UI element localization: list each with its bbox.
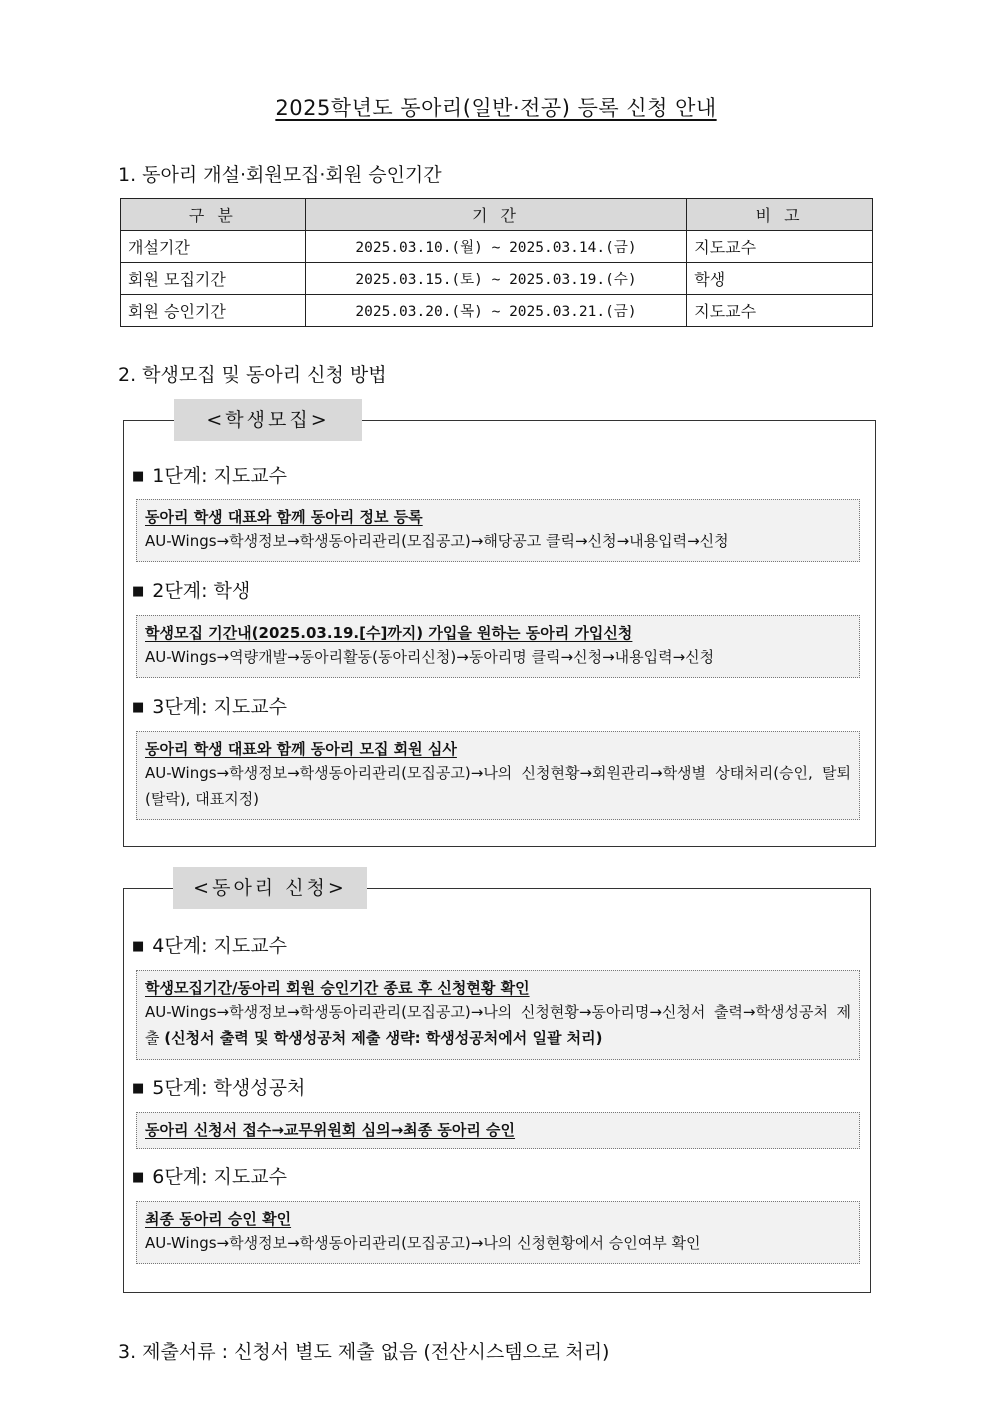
step-4-label: ■ 4단계: 지도교수	[132, 935, 287, 957]
step-6-head: 최종 동아리 승인 확인	[145, 1210, 292, 1228]
step-1-body: AU-Wings→학생정보→학생동아리관리(모집공고)→해당공고 클릭→신청→내용입력→신청	[145, 532, 729, 550]
row-note: 지도교수	[687, 231, 873, 263]
step-4-head: 학생모집기간/동아리 회원 승인기간 종료 후 신청현황 확인	[145, 979, 530, 997]
recruit-fieldset	[123, 409, 876, 847]
table-row	[121, 263, 873, 295]
square-bullet-icon: ■	[132, 939, 145, 954]
row-category: 회원 모집기간	[121, 263, 306, 295]
row-period: 2025.03.20.(목) ~ 2025.03.21.(금)	[305, 295, 687, 327]
step-2-box	[136, 615, 860, 678]
page-title: 2025학년도 동아리(일반·전공) 등록 신청 안내	[275, 96, 717, 120]
step-3-box	[136, 731, 860, 820]
step-4-box	[136, 970, 860, 1060]
square-bullet-icon: ■	[132, 1170, 145, 1185]
row-note: 지도교수	[687, 295, 873, 327]
step-2-head: 학생모집 기간내(2025.03.19.[수]까지) 가입을 원하는 동아리 가입신청	[145, 624, 633, 642]
step-1-head: 동아리 학생 대표와 함께 동아리 정보 등록	[145, 508, 423, 526]
step-4-body-note: (신청서 출력 및 학생성공처 제출 생략: 학생성공처에서 일괄 처리)	[164, 1029, 603, 1047]
square-bullet-icon: ■	[132, 700, 145, 715]
square-bullet-icon: ■	[132, 1081, 145, 1096]
row-period: 2025.03.10.(월) ~ 2025.03.14.(금)	[305, 231, 687, 263]
step-4-body: AU-Wings→학생정보→학생동아리관리(모집공고)→나의 신청현황→동아리명→신청서 출력→학생성공처 제출 (신청서 출력 및 학생성공처 제출 생략: 학생성공처에서 일괄 처리)	[145, 1003, 851, 1047]
table-row	[121, 231, 873, 263]
section-1-heading: 1. 동아리 개설·회원모집·회원 승인기간	[118, 164, 442, 186]
step-3-head: 동아리 학생 대표와 함께 동아리 모집 회원 심사	[145, 740, 457, 758]
column-header-category: 구 분	[121, 199, 306, 231]
section-3-heading: 3. 제출서류 : 신청서 별도 제출 없음 (전산시스템으로 처리)	[118, 1341, 610, 1363]
step-5-box	[136, 1112, 860, 1149]
step-6-box	[136, 1201, 860, 1264]
step-1-box	[136, 499, 860, 562]
table-header-row	[121, 199, 873, 231]
step-2-body: AU-Wings→역량개발→동아리활동(동아리신청)→동아리명 클릭→신청→내용입력→신청	[145, 648, 715, 666]
recruit-legend: <학생모집>	[174, 399, 362, 441]
period-table	[120, 198, 873, 327]
row-category: 개설기간	[121, 231, 306, 263]
square-bullet-icon: ■	[132, 469, 145, 484]
step-6-body: AU-Wings→학생정보→학생동아리관리(모집공고)→나의 신청현황에서 승인여부 확인	[145, 1234, 701, 1252]
step-5-label: ■ 5단계: 학생성공처	[132, 1077, 306, 1099]
column-header-note: 비 고	[687, 199, 873, 231]
apply-legend: <동아리 신청>	[173, 867, 367, 909]
column-header-period: 기 간	[305, 199, 687, 231]
square-bullet-icon: ■	[132, 584, 145, 599]
step-2-label: ■ 2단계: 학생	[132, 580, 251, 602]
step-3-label: ■ 3단계: 지도교수	[132, 696, 287, 718]
row-note: 학생	[687, 263, 873, 295]
step-3-body: AU-Wings→학생정보→학생동아리관리(모집공고)→나의 신청현황→회원관리→학생별 상태처리(승인, 탈퇴(탈락), 대표지정)	[145, 764, 851, 808]
step-1-label: ■ 1단계: 지도교수	[132, 465, 287, 487]
section-2-heading: 2. 학생모집 및 동아리 신청 방법	[118, 364, 387, 386]
step-6-label: ■ 6단계: 지도교수	[132, 1166, 287, 1188]
row-period: 2025.03.15.(토) ~ 2025.03.19.(수)	[305, 263, 687, 295]
step-5-head: 동아리 신청서 접수→교무위원회 심의→최종 동아리 승인	[145, 1121, 516, 1139]
table-row	[121, 295, 873, 327]
row-category: 회원 승인기간	[121, 295, 306, 327]
apply-fieldset	[123, 877, 871, 1293]
